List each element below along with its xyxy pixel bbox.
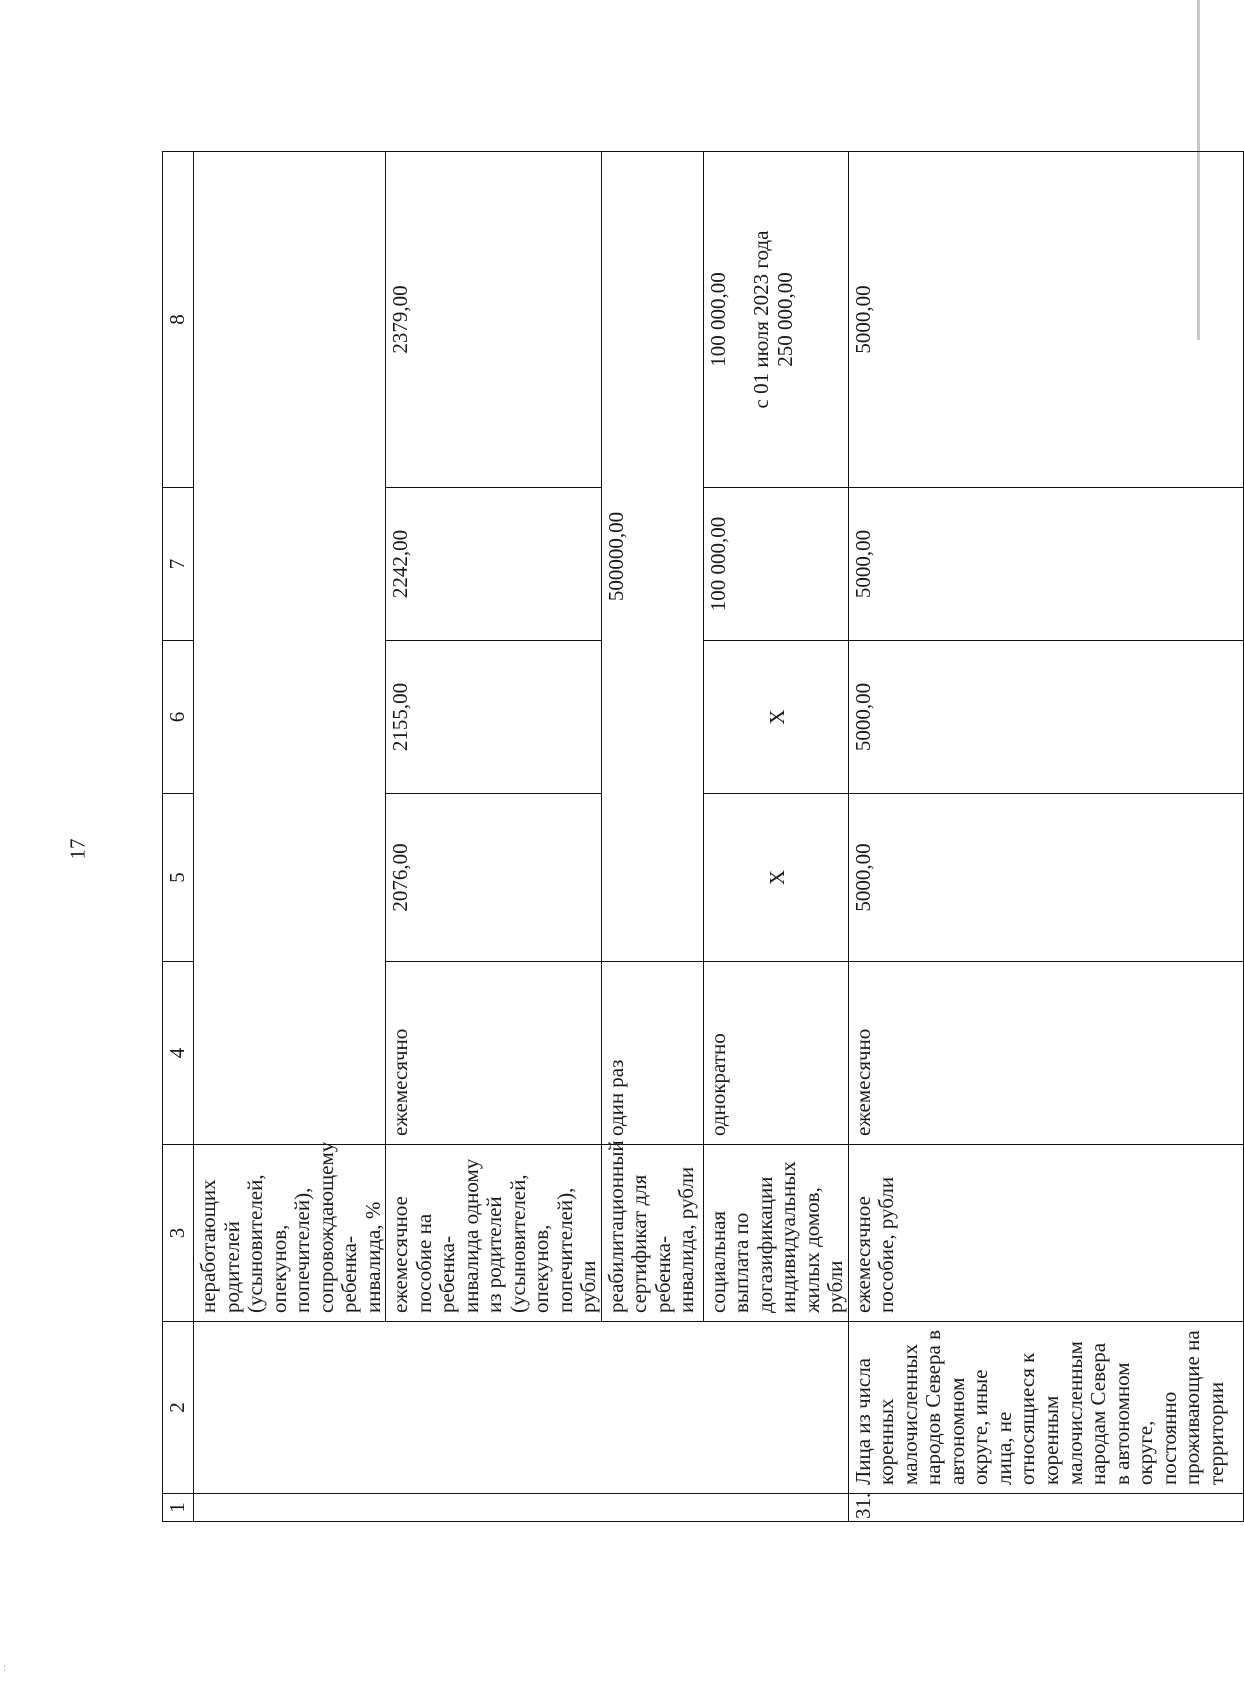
header-col-5: 5: [163, 794, 194, 962]
gasification-c8-line3: 250 000,00: [772, 272, 797, 367]
table-row: [848, 152, 1243, 1522]
gasification-label: социальная выплата по догазификации индивидуальных жилых домов, рубли: [703, 1145, 848, 1322]
row31-period: ежемесячно: [848, 962, 1243, 1145]
row31-c7: 5000,00: [848, 488, 1243, 641]
rehab-certificate-amount: 500000,00: [601, 152, 703, 962]
monthly-allowance-period: ежемесячно: [386, 962, 602, 1145]
monthly-allowance-c6: 2155,00: [386, 641, 602, 794]
row31-c8: 5000,00: [848, 152, 1243, 488]
header-col-1: 1: [163, 1494, 194, 1522]
gasification-c8: [703, 152, 848, 488]
gasification-c8-line1: 100 000,00: [705, 272, 730, 367]
row31-number: 31.: [848, 1494, 1243, 1522]
row-prev-col-2: [194, 1322, 849, 1494]
row-prev-col-1: [194, 1494, 849, 1522]
table-row: [386, 152, 602, 1522]
gasification-c6: Х: [703, 641, 848, 794]
header-row: [163, 152, 194, 1522]
row31-c5: 5000,00: [848, 794, 1243, 962]
table-row: [703, 152, 848, 1522]
gasification-c5: Х: [703, 794, 848, 962]
gasification-c8-line2: с 01 июля 2023 года: [749, 230, 774, 409]
header-col-7: 7: [163, 488, 194, 641]
rotated-table-container: [162, 152, 1228, 1522]
header-col-6: 6: [163, 641, 194, 794]
row-prev-cols-4-8: [194, 152, 386, 1145]
monthly-allowance-c5: 2076,00: [386, 794, 602, 962]
monthly-allowance-c7: 2242,00: [386, 488, 602, 641]
table-row: [601, 152, 703, 1522]
page-number: 17: [65, 838, 90, 860]
header-col-4: 4: [163, 962, 194, 1145]
rehab-certificate-label: реабилитационный сертификат для ребенка-инвалида, рубли: [601, 1145, 703, 1322]
row31-recipients: Лица из числа коренных малочисленных народов Севера в автономном округе, иные лица, не относящиеся к коренным малочисленным народам Севера в автономном округе, постоянно проживающие на территории: [848, 1322, 1243, 1494]
gasification-c7: 100 000,00: [703, 488, 848, 641]
rehab-certificate-period: один раз: [601, 962, 703, 1145]
row-prev-col-3: неработающих родителей (усыновителей, опекунов, попечителей), сопровождающему ребенка-инвалида, %: [194, 1145, 386, 1322]
monthly-allowance-label: ежемесячное пособие на ребенка-инвалида одному из родителей (усыновителей, опекунов, попечителей), рубли: [386, 1145, 602, 1322]
row31-benefit-label: ежемесячное пособие, рубли: [848, 1145, 1243, 1322]
gasification-period: однократно: [703, 962, 848, 1145]
header-col-3: 3: [163, 1145, 194, 1322]
scan-edge-mark: :: [3, 1660, 7, 1674]
header-col-8: 8: [163, 152, 194, 488]
benefits-table: [162, 151, 1244, 1522]
monthly-allowance-c8: 2379,00: [386, 152, 602, 488]
table-row: [194, 152, 386, 1522]
row31-c6: 5000,00: [848, 641, 1243, 794]
header-col-2: 2: [163, 1322, 194, 1494]
